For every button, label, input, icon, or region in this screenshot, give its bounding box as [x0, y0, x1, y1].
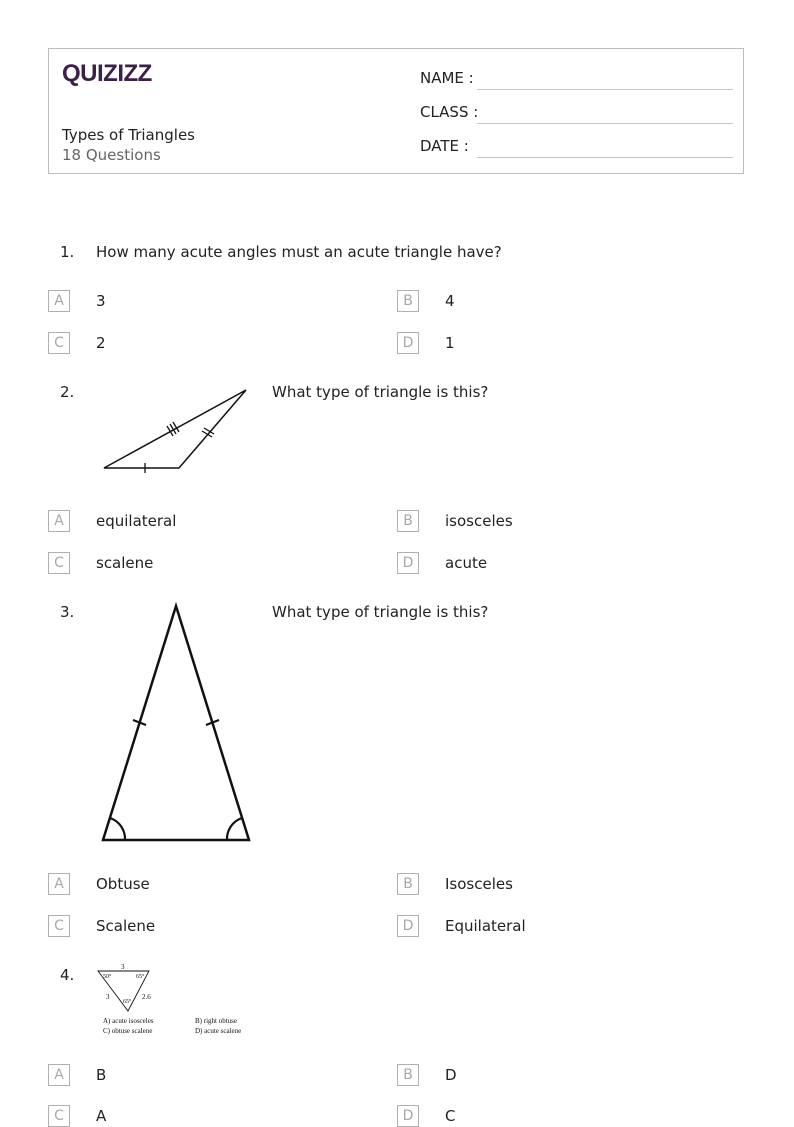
name-field[interactable] [420, 69, 733, 93]
question-number: 2. [60, 383, 75, 401]
figure-choice: B) right obtuse [195, 1017, 237, 1025]
option-box[interactable]: C [48, 915, 70, 937]
question-count: 18 Questions [62, 146, 161, 164]
figure-label: 50° [103, 974, 112, 980]
option-text: 1 [445, 334, 455, 352]
class-field[interactable] [420, 103, 733, 127]
option-box[interactable]: C [48, 332, 70, 354]
option-text: acute [445, 554, 488, 572]
name-label: NAME : [420, 69, 474, 87]
option-text: 3 [96, 292, 106, 310]
option-text: equilateral [96, 512, 177, 530]
figure-label: 65° [136, 974, 145, 980]
question-text: What type of triangle is this? [272, 603, 489, 621]
option-box[interactable]: A [48, 1064, 70, 1086]
option-box[interactable]: D [397, 552, 419, 574]
option-box[interactable]: D [397, 1105, 419, 1127]
option-box[interactable]: C [48, 552, 70, 574]
option-text: 2 [96, 334, 106, 352]
option-text: isosceles [445, 512, 513, 530]
figure-choice: A) acute isosceles [103, 1017, 154, 1025]
question-number: 1. [60, 243, 75, 261]
figure-choice: D) acute scalene [195, 1027, 242, 1035]
option-text: Isosceles [445, 875, 513, 893]
option-box[interactable]: D [397, 332, 419, 354]
option-text: 4 [445, 292, 455, 310]
option-box[interactable]: A [48, 290, 70, 312]
date-field[interactable] [420, 137, 733, 161]
option-text: D [445, 1066, 457, 1084]
figure-label: 3 [121, 963, 125, 971]
figure-label: 3 [106, 993, 110, 1001]
option-text: Equilateral [445, 917, 526, 935]
worksheet-header [48, 48, 744, 174]
class-line[interactable] [477, 123, 733, 124]
figure-label: 2.6 [142, 993, 151, 1001]
question-number: 4. [60, 966, 75, 984]
date-line[interactable] [477, 157, 733, 158]
question-text: What type of triangle is this? [272, 383, 489, 401]
question-number: 3. [60, 603, 75, 621]
option-text: scalene [96, 554, 154, 572]
isosceles-triangle-figure [98, 600, 258, 846]
option-box[interactable]: A [48, 873, 70, 895]
option-box[interactable]: D [397, 915, 419, 937]
triangle-diagram-figure [94, 960, 260, 1040]
option-text: Scalene [96, 917, 156, 935]
figure-label: 65° [123, 999, 132, 1005]
figure-choice: C) obtuse scalene [103, 1027, 153, 1035]
svg-text:QUIZIZZ: QUIZIZZ [62, 60, 152, 87]
option-text: C [445, 1107, 456, 1125]
option-text: A [96, 1107, 107, 1125]
worksheet-title: Types of Triangles [62, 126, 195, 144]
option-text: B [96, 1066, 107, 1084]
option-text: Obtuse [96, 875, 150, 893]
option-box[interactable]: A [48, 510, 70, 532]
class-label: CLASS : [420, 103, 479, 121]
option-box[interactable]: B [397, 1064, 419, 1086]
scalene-triangle-figure [100, 386, 250, 476]
option-box[interactable]: B [397, 873, 419, 895]
date-label: DATE : [420, 137, 469, 155]
option-box[interactable]: B [397, 510, 419, 532]
question-text: How many acute angles must an acute triangle have? [96, 243, 502, 261]
option-box[interactable]: C [48, 1105, 70, 1127]
quizizz-logo [62, 59, 152, 87]
option-box[interactable]: B [397, 290, 419, 312]
name-line[interactable] [477, 89, 733, 90]
